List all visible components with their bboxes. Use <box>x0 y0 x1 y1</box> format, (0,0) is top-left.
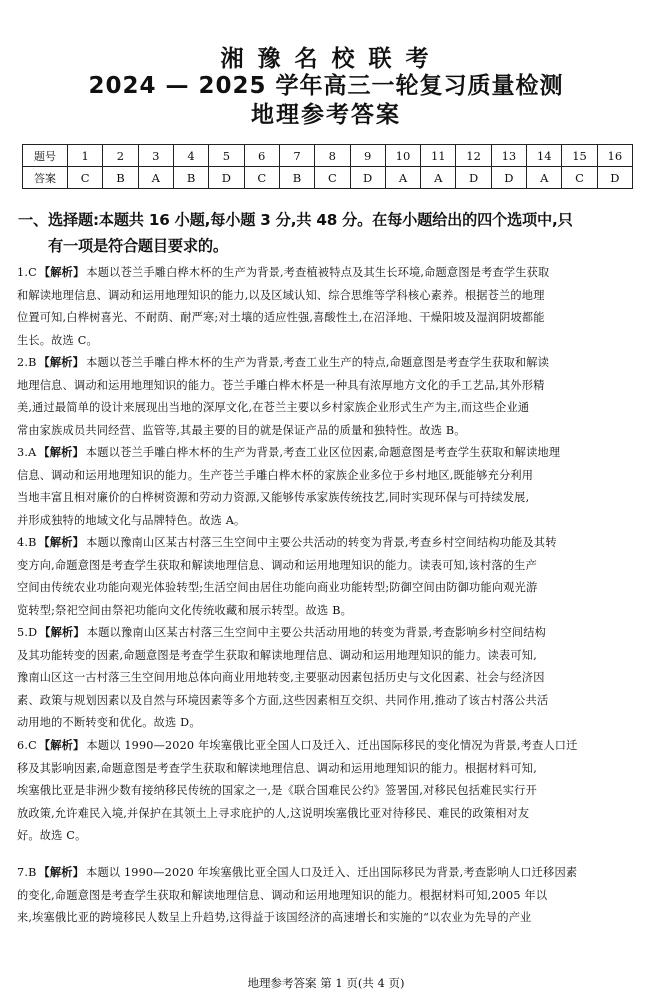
item-number: 2.B <box>17 356 37 369</box>
explanation-line: 本题以苍兰手雕白桦木杯的生产为背景,考查植被特点及其生长环境,命题意图是考查学生获取 <box>86 266 550 279</box>
answer-explanation-1 <box>17 262 637 352</box>
explanation-line: 好。故选 C。 <box>17 829 87 842</box>
answer-explanation-5 <box>17 622 637 735</box>
answer-cell: D <box>597 167 632 189</box>
question-number-cell: 5 <box>209 145 244 167</box>
answer-cell: D <box>456 167 491 189</box>
explanation-line: 动用地的不断转变和优化。故选 D。 <box>17 716 201 729</box>
question-number-cell: 1 <box>68 145 103 167</box>
explanation-line: 本题以 1990—2020 年埃塞俄比亚全国人口及迁入、迁出国际移民为背景,考查影响人口迁移因素 <box>86 866 578 879</box>
page-footer: 地理参考答案 第 1 页(共 4 页) <box>247 976 405 990</box>
question-number-row <box>23 145 633 167</box>
explanation-line: 常由家族成员共同经营、监管等,其最主要的目的就是保证产品的质量和独特性。故选 B。 <box>17 423 466 437</box>
answer-explanation-6 <box>17 735 637 848</box>
item-number: 4.B <box>17 536 37 549</box>
analysis-tag: 【解析】 <box>38 536 85 549</box>
question-number-cell: 8 <box>315 145 350 167</box>
item-number: 5.D <box>17 626 38 639</box>
explanation-line: 当地丰富且相对廉价的白桦树资源和劳动力资源,又能够传承家族传统技艺,同时实现环保与可持续发展, <box>17 491 530 504</box>
explanation-line: 位置可知,白桦树喜光、不耐荫、耐严寒;对土壤的适应性强,喜酸性土,在沼泽地、干燥阳坡及湿润阴坡都能 <box>17 311 545 324</box>
explanation-line: 来,埃塞俄比亚的跨境移民人数呈上升趋势,这得益于该国经济的高速增长和实施的“以农业为先导的产业 <box>17 911 532 924</box>
explanation-line: 素、政策与规划因素以及自然与环境因素等多个方面,这些因素相互交织、共同作用,推动了该古村落公共活 <box>17 693 549 707</box>
question-number-cell: 2 <box>103 145 138 167</box>
analysis-tag: 【解析】 <box>38 266 85 279</box>
question-number-cell: 14 <box>527 145 562 167</box>
question-number-cell: 16 <box>597 145 632 167</box>
explanation-line: 移及其影响因素,命题意图是考查学生获取和解读地理信息、调动和运用地理知识的能力。根据材料可知, <box>17 761 537 775</box>
explanation-line: 本题以 1990—2020 年埃塞俄比亚全国人口及迁入、迁出国际移民的变化情况为背景,考查人口迁 <box>86 739 578 752</box>
answer-cell: A <box>527 167 562 189</box>
explanation-line: 放政策,允许难民入境,并保护在其领土上寻求庇护的人,这说明埃塞俄比亚对待移民、难民的政策相对友 <box>17 806 530 820</box>
analysis-tag: 【解析】 <box>38 866 85 879</box>
question-number-cell: 6 <box>244 145 279 167</box>
row-label-question: 题号 <box>23 145 68 167</box>
item-number: 6.C <box>17 739 37 752</box>
item-number: 7.B <box>17 866 37 879</box>
question-number-cell: 9 <box>350 145 385 167</box>
explanation-line: 览转型;祭祀空间由祭祀功能向文化传统收藏和展示转型。故选 B。 <box>17 603 352 617</box>
answer-cell: A <box>385 167 420 189</box>
section-heading <box>18 207 640 259</box>
section-heading-line: 有一项是符合题目要求的。 <box>48 237 228 255</box>
answer-explanation-7 <box>17 862 637 930</box>
answer-key-table <box>22 144 633 189</box>
explanation-line: 埃塞俄比亚是非洲少数有接纳移民传统的国家之一,是《联合国难民公约》签署国,对移民包括难民实行开 <box>17 784 537 797</box>
explanation-line: 地理信息、调动和运用地理知识的能力。苍兰手雕白桦木杯是一种具有浓厚地方文化的手工艺品,其外形精 <box>17 378 545 392</box>
explanation-line: 本题以苍兰手雕白桦木杯的生产为背景,考查工业区位因素,命题意图是考查学生获取和解读地理 <box>85 446 561 459</box>
question-number-cell: 12 <box>456 145 491 167</box>
question-number-cell: 15 <box>562 145 597 167</box>
answer-cell: C <box>562 167 597 189</box>
exam-organizer-title: 湘 豫 名 校 联 考 <box>220 46 432 72</box>
answer-cell: B <box>103 167 138 189</box>
answer-cell: D <box>491 167 526 189</box>
explanation-line: 信息、调动和运用地理知识的能力。生产苍兰手雕白桦木杯的家族企业多位于乡村地区,既能够充分利用 <box>17 468 534 482</box>
explanation-line: 的变化,命题意图是考查学生获取和解读地理信息、调动和运用地理知识的能力。根据材料可知,2005 年以 <box>17 888 548 902</box>
answer-cell: C <box>244 167 279 189</box>
analysis-tag: 【解析】 <box>38 446 84 459</box>
explanation-line: 生长。故选 C。 <box>17 333 98 347</box>
analysis-tag: 【解析】 <box>38 739 85 752</box>
answer-explanation-3 <box>17 442 637 532</box>
explanation-line: 美,通过最简单的设计来展现出当地的深厚文化,在苍兰主要以乡村家族企业形式生产为主,而这些企业通 <box>17 401 530 414</box>
answer-explanation-4 <box>17 532 637 622</box>
answer-cell: C <box>315 167 350 189</box>
question-number-cell: 7 <box>279 145 314 167</box>
question-number-cell: 10 <box>385 145 420 167</box>
explanation-line: 本题以豫南山区某古村落三生空间中主要公共活动的转变为背景,考查乡村空间结构功能及其转 <box>86 536 557 549</box>
document-title: 地理参考答案 <box>251 102 401 128</box>
item-number: 1.C <box>17 266 37 279</box>
analysis-tag: 【解析】 <box>38 356 85 369</box>
answer-cell: A <box>421 167 456 189</box>
answer-cell: A <box>138 167 173 189</box>
explanation-line: 本题以苍兰手雕白桦木杯的生产为背景,考查工业生产的特点,命题意图是考查学生获取和解读 <box>86 356 550 369</box>
row-label-answer: 答案 <box>23 167 68 189</box>
answer-cell: B <box>279 167 314 189</box>
answer-cell: B <box>173 167 208 189</box>
analysis-tag: 【解析】 <box>39 626 85 639</box>
section-heading-line: 一、选择题:本题共 16 小题,每小题 3 分,共 48 分。在每小题给出的四个选项中,只 <box>18 211 573 229</box>
item-number: 3.A <box>17 446 37 459</box>
answer-cell: D <box>350 167 385 189</box>
question-number-cell: 13 <box>491 145 526 167</box>
answer-explanation-2 <box>17 352 637 442</box>
question-number-cell: 3 <box>138 145 173 167</box>
answer-cell: D <box>209 167 244 189</box>
answer-row <box>23 167 633 189</box>
explanation-line: 变方向,命题意图是考查学生获取和解读地理信息、调动和运用地理知识的能力。读表可知,该村落的生产 <box>17 558 537 572</box>
explanation-line: 豫南山区这一古村落三生空间用地总体向商业用地转变,主要驱动因素包括历史与文化因素、社会与经济因 <box>17 671 545 684</box>
explanation-line: 及其功能转变的因素,命题意图是考查学生获取和解读地理信息、调动和运用地理知识的能力。读表可知, <box>17 648 537 662</box>
explanation-line: 空间由传统农业功能向观光体验转型;生活空间由居住功能向商业功能转型;防御空间由防御功能向观光游 <box>17 581 538 594</box>
question-number-cell: 4 <box>173 145 208 167</box>
exam-name-title: 2024 — 2025 学年高三一轮复习质量检测 <box>88 73 564 99</box>
answer-cell: C <box>68 167 103 189</box>
explanation-line: 并形成独特的地域文化与品牌特色。故选 A。 <box>17 513 246 527</box>
explanation-line: 本题以豫南山区某古村落三生空间中主要公共活动用地的转变为背景,考查影响乡村空间结构 <box>86 626 547 639</box>
question-number-cell: 11 <box>421 145 456 167</box>
explanation-line: 和解读地理信息、调动和运用地理知识的能力,以及区域认知、综合思维等学科核心素养。根据苍兰的地理 <box>17 288 545 302</box>
